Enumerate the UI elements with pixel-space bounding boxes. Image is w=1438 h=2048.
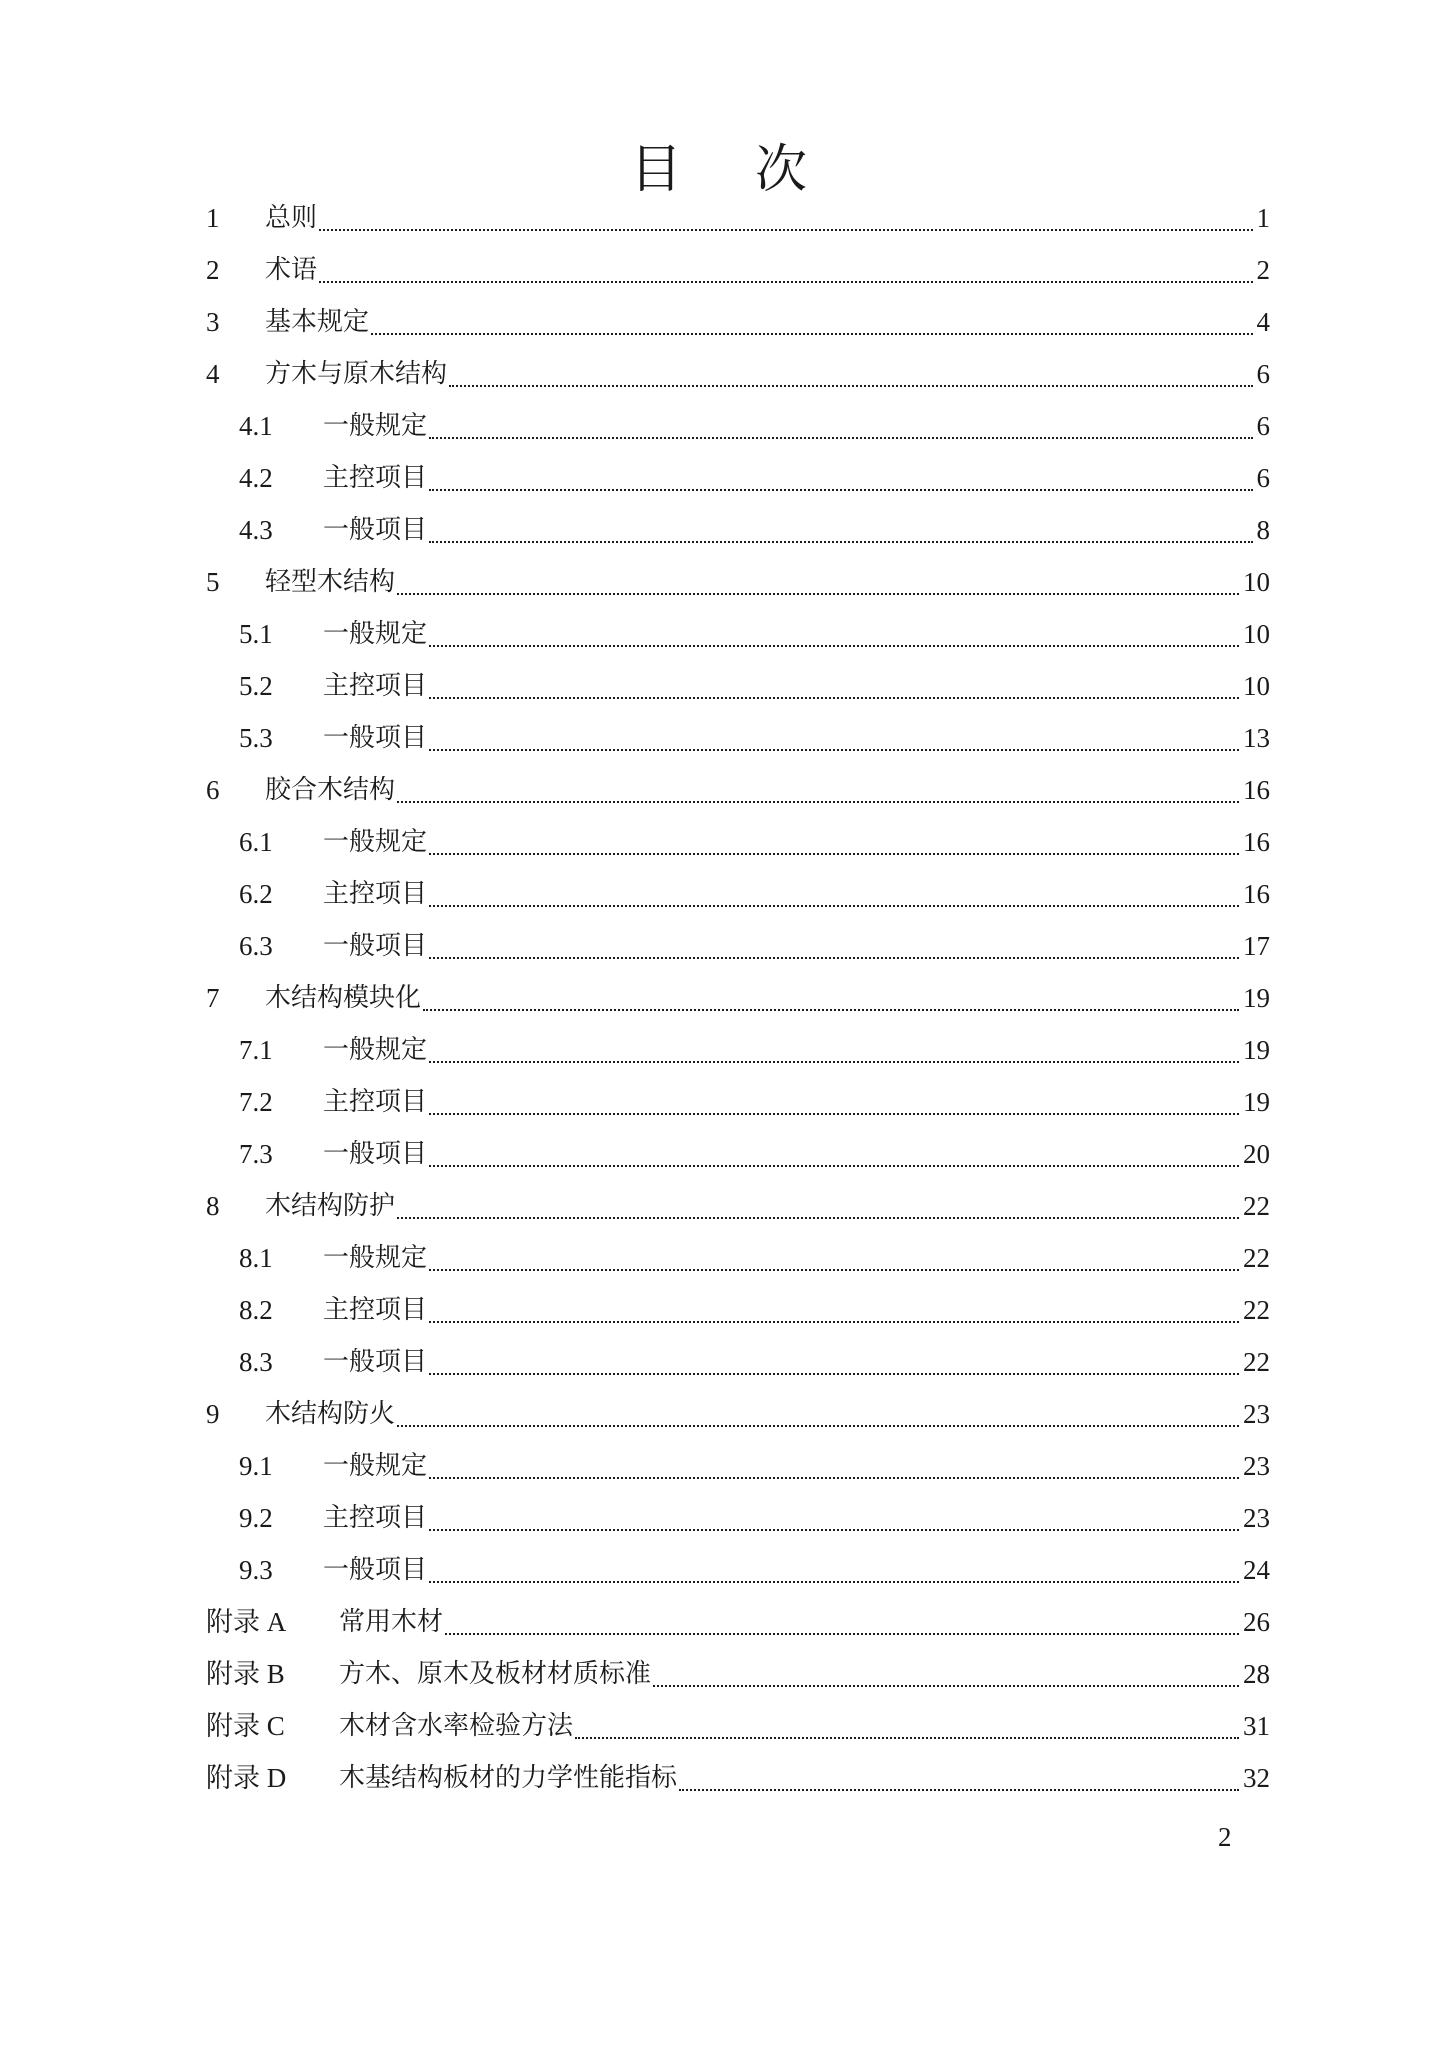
dot-leader [397,801,1239,803]
toc-entry[interactable] [206,1544,1270,1596]
toc-entry-page: 22 [1243,1242,1270,1273]
dot-leader [429,645,1239,647]
toc-entry-title: 术语 [265,255,318,285]
toc-entry-page: 19 [1243,982,1270,1013]
toc-entry-title: 一般规定 [323,827,428,857]
toc-entry-title: 木结构模块化 [265,983,422,1013]
toc-entry-title: 木结构防火 [265,1399,396,1429]
toc-entry-page: 10 [1243,618,1270,649]
dot-leader [319,229,1252,231]
toc-entry[interactable] [206,244,1270,296]
toc-entry-number: 8.3 [239,1346,273,1377]
toc-entry-page: 22 [1243,1294,1270,1325]
toc-entry[interactable] [206,868,1270,920]
toc-entry-number: 6.3 [239,930,273,961]
toc-entry-number: 7.1 [239,1034,273,1065]
toc-entry-title: 一般项目 [323,1555,428,1585]
toc-entry-number: 6.2 [239,878,273,909]
toc-entry-title: 木材含水率检验方法 [339,1711,574,1741]
toc-entry-number: 7.2 [239,1086,273,1117]
toc-entry-title: 主控项目 [323,1087,428,1117]
toc-entry-title: 一般项目 [323,515,428,545]
dot-leader [429,489,1252,491]
toc-entry[interactable] [206,712,1270,764]
toc-entry-title: 常用木材 [339,1607,444,1637]
toc-entry-title: 方木、原木及板材材质标准 [339,1659,652,1689]
toc-entry[interactable] [206,764,1270,816]
toc-entry[interactable] [206,452,1270,504]
toc-entry-title: 一般规定 [323,619,428,649]
toc-entry-number: 9.3 [239,1554,273,1585]
toc-entry-page: 16 [1243,878,1270,909]
toc-entry-title: 一般项目 [323,723,428,753]
toc-entry-number: 4.1 [239,410,273,441]
toc-entry-number: 6 [206,774,220,805]
dot-leader [429,1321,1239,1323]
dot-leader [429,853,1239,855]
toc-entry-number: 7 [206,982,220,1013]
toc-entry[interactable] [206,1700,1270,1752]
toc-entry-number: 附录 C [206,1710,285,1741]
toc-entry-title: 轻型木结构 [265,567,396,597]
dot-leader [397,1425,1239,1427]
dot-leader [429,1373,1239,1375]
toc-entry[interactable] [206,348,1270,400]
dot-leader [429,541,1252,543]
toc-entry[interactable] [206,192,1270,244]
table-of-contents [206,192,1270,1804]
toc-entry-page: 23 [1243,1450,1270,1481]
toc-entry[interactable] [206,660,1270,712]
toc-entry-number: 5.1 [239,618,273,649]
toc-entry[interactable] [206,1284,1270,1336]
toc-entry-number: 1 [206,202,220,233]
toc-entry-title: 木结构防护 [265,1191,396,1221]
toc-entry[interactable] [206,1440,1270,1492]
toc-entry-title: 基本规定 [265,307,370,337]
toc-entry-number: 5.3 [239,722,273,753]
toc-entry-number: 4.2 [239,462,273,493]
toc-entry-title: 主控项目 [323,1295,428,1325]
toc-entry-title: 主控项目 [323,879,428,909]
page-number: 2 [1218,1822,1232,1852]
dot-leader [429,437,1252,439]
toc-entry-page: 19 [1243,1086,1270,1117]
toc-entry-number: 6.1 [239,826,273,857]
toc-entry-page: 10 [1243,566,1270,597]
toc-entry-number: 附录 D [206,1762,287,1793]
toc-entry-page: 19 [1243,1034,1270,1065]
toc-entry-page: 6 [1256,410,1270,441]
toc-entry-title: 一般规定 [323,1451,428,1481]
dot-leader [429,1529,1239,1531]
dot-leader [429,1165,1239,1167]
toc-entry-number: 3 [206,306,220,337]
toc-entry-page: 32 [1243,1762,1270,1793]
toc-entry-page: 22 [1243,1190,1270,1221]
toc-entry-title: 一般规定 [323,411,428,441]
toc-entry[interactable] [206,556,1270,608]
dot-leader [429,697,1239,699]
toc-entry-number: 8 [206,1190,220,1221]
dot-leader [397,1217,1239,1219]
toc-entry-title: 一般项目 [323,1139,428,1169]
toc-entry-number: 4.3 [239,514,273,545]
title-char-1: 目 [629,139,683,200]
dot-leader [429,1477,1239,1479]
toc-entry-page: 1 [1256,202,1270,233]
toc-entry-title: 方木与原木结构 [265,359,448,389]
toc-entry[interactable] [206,1596,1270,1648]
toc-entry-page: 17 [1243,930,1270,961]
toc-entry[interactable] [206,1024,1270,1076]
toc-entry[interactable] [206,1336,1270,1388]
toc-entry-title: 主控项目 [323,463,428,493]
dot-leader [575,1737,1239,1739]
toc-entry[interactable] [206,296,1270,348]
dot-leader [429,1581,1239,1583]
toc-entry[interactable] [206,1388,1270,1440]
toc-entry[interactable] [206,1128,1270,1180]
toc-entry-page: 20 [1243,1138,1270,1169]
toc-entry-number: 7.3 [239,1138,273,1169]
dot-leader [397,593,1239,595]
dot-leader [319,281,1252,283]
dot-leader [429,749,1239,751]
toc-entry[interactable] [206,920,1270,972]
toc-entry-page: 23 [1243,1502,1270,1533]
title-char-2: 次 [755,139,809,200]
toc-entry-page: 4 [1256,306,1270,337]
dot-leader [429,957,1239,959]
toc-entry[interactable] [206,1648,1270,1700]
toc-entry[interactable] [206,1232,1270,1284]
toc-entry-number: 2 [206,254,220,285]
toc-entry-number: 9 [206,1398,220,1429]
dot-leader [429,1061,1239,1063]
toc-entry-page: 24 [1243,1554,1270,1585]
toc-entry-number: 8.1 [239,1242,273,1273]
toc-entry-page: 31 [1243,1710,1270,1741]
toc-entry-number: 5.2 [239,670,273,701]
toc-entry-page: 10 [1243,670,1270,701]
dot-leader [423,1009,1239,1011]
toc-entry-page: 6 [1256,462,1270,493]
dot-leader [429,905,1239,907]
toc-entry[interactable] [206,1752,1270,1804]
toc-entry-page: 16 [1243,826,1270,857]
dot-leader [679,1789,1239,1791]
toc-entry-number: 8.2 [239,1294,273,1325]
toc-entry-title: 一般项目 [323,931,428,961]
toc-entry-number: 附录 A [206,1606,287,1637]
toc-entry-number: 5 [206,566,220,597]
toc-entry-title: 总则 [265,203,318,233]
toc-entry[interactable] [206,816,1270,868]
toc-entry[interactable] [206,1180,1270,1232]
toc-entry-title: 一般规定 [323,1035,428,1065]
toc-entry-title: 主控项目 [323,1503,428,1533]
toc-entry[interactable] [206,1076,1270,1128]
toc-entry-number: 9.2 [239,1502,273,1533]
dot-leader [653,1685,1239,1687]
toc-entry[interactable] [206,1492,1270,1544]
toc-entry[interactable] [206,504,1270,556]
toc-entry-page: 2 [1256,254,1270,285]
toc-entry-page: 13 [1243,722,1270,753]
dot-leader [371,333,1252,335]
toc-entry-number: 4 [206,358,220,389]
toc-entry-page: 6 [1256,358,1270,389]
toc-entry[interactable] [206,400,1270,452]
toc-entry[interactable] [206,608,1270,660]
dot-leader [429,1113,1239,1115]
toc-entry-page: 23 [1243,1398,1270,1429]
toc-entry-title: 主控项目 [323,671,428,701]
toc-entry-title: 一般项目 [323,1347,428,1377]
page-title [0,127,1438,202]
toc-entry-page: 22 [1243,1346,1270,1377]
dot-leader [449,385,1252,387]
toc-entry[interactable] [206,972,1270,1024]
toc-entry-number: 附录 B [206,1658,285,1689]
toc-entry-title: 一般规定 [323,1243,428,1273]
toc-entry-title: 木基结构板材的力学性能指标 [339,1763,678,1793]
toc-entry-number: 9.1 [239,1450,273,1481]
dot-leader [445,1633,1239,1635]
toc-entry-page: 28 [1243,1658,1270,1689]
toc-entry-title: 胶合木结构 [265,775,396,805]
toc-entry-page: 16 [1243,774,1270,805]
dot-leader [429,1269,1239,1271]
toc-entry-page: 8 [1256,514,1270,545]
toc-entry-page: 26 [1243,1606,1270,1637]
